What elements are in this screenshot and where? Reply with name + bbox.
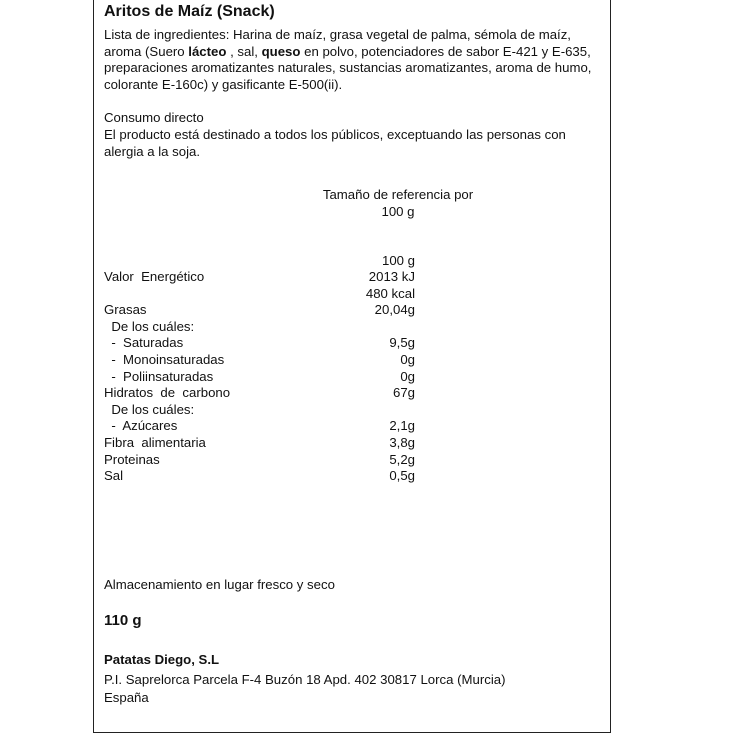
audience-note: El producto está destinado a todos los públicos, exceptuando las personas con alergia a la soja. xyxy=(104,127,566,159)
nutrition-row-value: 2,1g xyxy=(389,418,415,434)
nutrition-row-value: 20,04g xyxy=(374,302,415,318)
ingredients-text-end: en polvo, potenciadores de sabor E-421 y E-635, preparaciones aromatizantes naturales, sustancias aromatizantes, aroma de humo, colorante E-160c) y gasificante E-500(ii). xyxy=(104,43,592,92)
nutrition-row-value: 0g xyxy=(400,368,415,384)
reference-size-header xyxy=(290,187,506,220)
storage-instructions: Almacenamiento en lugar fresco y seco xyxy=(104,577,335,592)
allergen-queso: queso xyxy=(261,43,301,59)
nutrition-row-value: 5,2g xyxy=(389,451,415,467)
nutrition-row-label: Fibra alimentaria xyxy=(104,435,206,450)
nutrition-row-label: - Azúcares xyxy=(104,418,178,434)
nutrition-row-value: 0g xyxy=(400,352,415,367)
net-weight: 110 g xyxy=(104,612,142,629)
allergen-lacteo: lácteo xyxy=(188,43,227,59)
ingredients-paragraph xyxy=(104,27,604,93)
nutrition-row-label: Hidratos de carbono xyxy=(104,385,231,401)
ingredients-text-start: Lista de ingredientes: Harina de maíz, grasa vegetal de palma, sémola de maíz, aroma (Suero xyxy=(104,27,571,59)
nutrition-row-label: Proteinas xyxy=(104,451,160,467)
nutrition-row-label: - Monoinsaturadas xyxy=(104,352,225,367)
nutrition-row-value: 2013 kJ xyxy=(368,269,415,284)
column-header-100g: 100 g xyxy=(381,253,415,268)
nutrition-row-label: De los cuáles: xyxy=(104,318,195,334)
nutrition-row-label: - Saturadas xyxy=(104,335,184,351)
ingredients-text-middle: , sal, xyxy=(226,43,262,59)
nutrition-row-label: Grasas xyxy=(104,302,147,318)
company-country: España xyxy=(104,690,149,705)
reference-line-1: Tamaño de referencia por xyxy=(322,187,474,202)
nutrition-row-value: 9,5g xyxy=(389,335,415,351)
reference-line-2: 100 g xyxy=(381,203,415,219)
nutrition-row-label: - Poliinsaturadas xyxy=(104,368,214,384)
company-address: P.I. Saprelorca Parcela F-4 Buzón 18 Apd. 402 30817 Lorca (Murcia) xyxy=(104,672,506,687)
nutrition-row-value: 480 kcal xyxy=(365,285,415,301)
product-title: Aritos de Maíz (Snack) xyxy=(104,3,275,20)
nutrition-row-value: 0,5g xyxy=(389,468,415,484)
nutrition-row-label: Valor Energético xyxy=(104,269,205,284)
nutrition-row-value: 3,8g xyxy=(389,435,415,450)
nutrition-row-value: 67g xyxy=(392,385,415,401)
company-name: Patatas Diego, S.L xyxy=(104,652,220,667)
nutrition-row-label: De los cuáles: xyxy=(104,401,195,417)
nutrition-row-label: Sal xyxy=(104,468,124,484)
consumption-note: Consumo directo xyxy=(104,110,204,125)
